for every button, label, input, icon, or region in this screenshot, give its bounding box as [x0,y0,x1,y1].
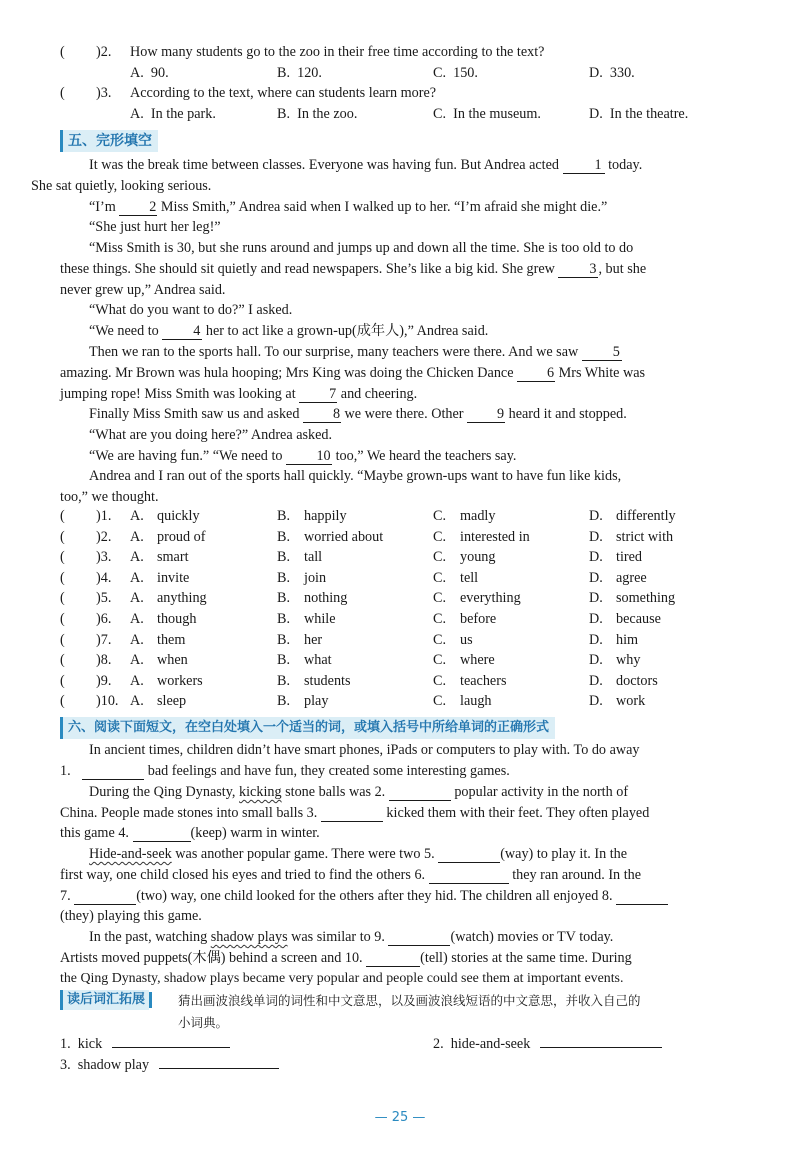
option-label: D. [589,508,603,524]
option-label: C. [433,569,447,586]
option-text: quickly [157,508,200,524]
passage-line [60,761,753,782]
option-text: something [616,590,676,607]
passage-paragraph [60,321,753,342]
option-label: A. [130,611,144,627]
vocab-number: 1. [60,1036,71,1052]
passage-paragraph [60,446,753,467]
option-label: B. [277,693,291,710]
passage-text: never grew up,” Andrea said. [60,281,226,298]
vocab-item-1 [60,1033,230,1053]
passage-text: In the past, watching [89,929,208,945]
passage-paragraph: “She just hurt her leg!” [89,219,221,235]
option-label: C. [433,549,447,566]
option-label: A. [130,508,144,524]
option-text: tell [460,569,479,586]
option-label: A. [130,569,144,586]
option-label: B. [277,652,291,669]
fill-blank-4[interactable] [133,825,191,842]
passage-text: heard it and stopped. [508,406,627,422]
option-label: D. [589,65,603,81]
passage-text: today. [608,157,643,173]
fill-blank-8[interactable] [616,888,668,905]
option-text: madly [460,508,496,524]
passage-text: amazing. Mr Brown was hula hooping; Mrs King was doing the Chicken Dance [60,364,514,381]
answer-paren[interactable]: ( [60,549,65,566]
passage-line [60,865,753,886]
answer-paren[interactable]: ( [60,569,65,586]
passage-text: Andrea and I ran out of the sports hall quickly. “Maybe grown-ups want to have fun like kids, [89,468,622,484]
passage-text: popular activity in the north of [454,784,629,800]
fill-blank-1[interactable] [82,763,144,780]
option-text: agree [616,569,647,586]
wavy-word-kicking: kicking [239,784,282,800]
page-number: — 25 — [374,1110,426,1125]
passage-text: they ran around. In the [512,867,642,883]
cloze-blank-7[interactable]: 7 [299,386,337,403]
option-label: B. [277,65,291,81]
fill-blank-10[interactable] [366,950,420,967]
passage-text: was similar to 9. [291,929,385,945]
option-label: A. [130,631,144,648]
option-text: smart [157,549,189,566]
fill-blank-2[interactable] [389,784,451,801]
option-text: tired [616,549,642,566]
vocab-word: shadow play [77,1057,150,1073]
cloze-blank-8[interactable]: 8 [303,406,341,423]
passage-paragraph [60,404,753,425]
option-text: teachers [460,672,507,689]
answer-paren[interactable]: ( [60,631,65,648]
cloze-blank-5[interactable]: 5 [582,344,622,361]
passage-line: the Qing Dynasty, shadow plays became very popular and people could see them at important events. [60,971,624,986]
answer-paren[interactable]: ( [60,611,65,627]
passage-paragraph: “What do you want to do?” I asked. [89,302,293,318]
option-label: C. [433,590,447,607]
passage-text: was another popular game. There were two 5. [175,846,435,862]
wavy-phrase-shadow-plays: shadow plays [210,929,288,945]
option-text: workers [157,672,203,689]
passage-line [60,886,753,907]
answer-paren[interactable]: ( [60,528,65,545]
option-text: In the museum. [453,106,541,122]
vocab-item-2 [433,1033,662,1053]
vocab-answer-line[interactable] [159,1054,279,1069]
option-label: D. [589,106,603,122]
passage-line [60,948,753,969]
passage-line [60,927,753,948]
vocab-number: 2. [433,1036,444,1052]
option-text: In the zoo. [297,106,358,122]
option-text: what [304,652,332,669]
question-number: )6. [96,611,112,627]
option-text: In the theatre. [609,106,689,122]
option-text: laugh [460,693,492,710]
passage-text: Miss Smith,” Andrea said when I walked up to her. “I’m afraid she might die.” [160,199,608,215]
option-label: D. [589,569,603,586]
passage-line [31,259,646,280]
option-label: C. [433,65,447,81]
option-label: B. [277,631,291,648]
passage-paragraph [31,155,753,197]
option-label: C. [433,508,447,524]
question-number: )2. [96,528,112,545]
blank-number: 1. [60,763,71,779]
passage-text: these things. She should sit quietly and read newspapers. She’s like a big kid. She grew [60,260,555,277]
passage-text: Finally Miss Smith saw us and asked [89,406,300,422]
option-text: everything [460,590,521,607]
question-number: )10. [96,693,119,710]
option-label: B. [277,106,291,122]
option-text: nothing [304,590,348,607]
option-label: C. [433,106,447,122]
option-label: A. [130,528,144,545]
option-label: B. [277,508,291,524]
passage-line [60,782,753,803]
passage-text: (two) way, one child looked for the others after they hid. The children all enjoyed 8. [136,888,613,904]
option-text: differently [616,508,676,524]
question-number: )2. [96,44,112,60]
option-label: A. [130,590,144,607]
passage-line: (they) playing this game. [60,908,202,924]
passage-text: Mrs White was [558,364,646,381]
passage-text: “We need to [89,323,159,339]
option-label: C. [433,693,447,710]
answer-paren[interactable]: ( [60,672,65,689]
vocab-answer-line[interactable] [540,1033,662,1048]
option-text: why [616,652,641,669]
option-label: A. [130,672,144,689]
option-text: 330. [609,65,635,81]
vocab-instruction-cont: 小词典。 [178,1015,229,1030]
fill-blank-6[interactable] [429,867,509,884]
question-number: )5. [96,590,112,607]
question-number: )1. [96,508,112,524]
question-stem: According to the text, where can students learn more? [130,85,437,101]
passage-text: (keep) warm in winter. [190,825,320,841]
fill-blank-3[interactable] [321,805,383,822]
option-label: D. [589,549,603,566]
passage-text: (way) to play it. In the [500,846,628,862]
passage-text: bad feelings and have fun, they created some interesting games. [147,763,510,779]
passage-text: “We are having fun.” “We need to [89,448,283,464]
passage-text: first way, one child closed his eyes and tried to find the others 6. [60,867,426,883]
vocab-extension-label: 读后词汇拓展 [60,990,149,1010]
option-text: 90. [150,65,169,81]
answer-paren: ( [60,44,65,60]
answer-paren[interactable]: ( [60,693,65,710]
option-label: B. [277,590,291,607]
question-number: )7. [96,631,112,648]
option-label: A. [130,693,144,710]
option-text: her [304,631,323,648]
fill-blank-7[interactable] [74,888,136,905]
option-label: B. [277,672,291,689]
option-label: C. [433,528,447,545]
option-label: C. [433,631,447,648]
answer-paren[interactable]: ( [60,652,65,669]
passage-line [31,363,645,384]
wavy-word-hide-and-seek: Hide-and-seek [89,846,172,862]
option-text: work [616,693,646,710]
passage-paragraph [60,466,753,508]
vocab-instruction: 猜出画波浪线单词的词性和中文意思，以及画波浪线短语的中文意思，并收入自己的 [178,993,641,1008]
passage-text: we were there. Other [344,406,464,422]
cloze-blank-4[interactable]: 4 [162,323,202,340]
passage-text: jumping rope! Miss Smith was looking at [60,385,296,402]
answer-paren: ( [60,85,65,101]
option-text: In the park. [150,106,216,122]
passage-text: She sat quietly, looking serious. [31,177,212,194]
option-label: C. [433,611,447,627]
passage-text: her to act like a grown-up(成年人),” Andrea said. [205,323,489,339]
passage-text: stone balls was 2. [285,784,386,800]
option-label: D. [589,693,603,710]
passage-paragraph: “What are you doing here?” Andrea asked. [89,427,333,443]
option-label: D. [589,631,603,648]
option-label: A. [130,106,144,122]
passage-text: too,” we thought. [60,488,159,505]
passage-line [60,823,753,844]
option-label: B. [277,549,291,566]
question-number: )8. [96,652,112,669]
vocab-item-3 [60,1054,279,1074]
cloze-blank-10[interactable]: 10 [286,448,332,465]
option-text: strict with [616,528,674,545]
vocab-word: hide-and-seek [450,1036,531,1052]
option-label: D. [589,528,603,545]
vocab-number: 3. [60,1057,71,1073]
option-label: B. [277,528,291,545]
passage-line [60,844,753,865]
option-text: play [304,693,329,710]
option-label: C. [433,652,447,669]
section-five-heading: 五、完形填空 [60,130,158,152]
option-text: invite [157,569,190,586]
answer-paren[interactable]: ( [60,590,65,607]
cloze-blank-1[interactable]: 1 [563,157,605,174]
option-text: while [304,611,336,627]
cloze-blank-2[interactable]: 2 [119,199,157,216]
passage-line: In ancient times, children didn’t have smart phones, iPads or computers to play with. To do away [89,742,640,758]
option-text: him [616,631,639,648]
option-text: though [157,611,197,627]
question-number: )3. [96,549,112,566]
passage-text: It was the break time between classes. Everyone was having fun. But Andrea acted [89,157,559,173]
question-number: )3. [96,85,112,101]
passage-text: “I’m [89,199,116,215]
option-text: interested in [460,528,530,545]
passage-text: (tell) stories at the same time. During [420,950,632,966]
option-label: A. [130,65,144,81]
option-label: B. [277,611,291,627]
option-text: students [304,672,351,689]
option-label: D. [589,652,603,669]
question-number: )4. [96,569,112,586]
passage-line [31,384,417,405]
answer-paren[interactable]: ( [60,508,65,524]
option-label: D. [589,611,603,627]
vocab-word: kick [77,1036,103,1052]
question-number: )9. [96,672,112,689]
passage-text: “Miss Smith is 30, but she runs around and jumps up and down all the time. She is too old to do [89,240,634,256]
passage-text: and cheering. [340,385,418,402]
section-six-heading: 六、阅读下面短文，在空白处填入一个适当的词，或填入括号中所给单词的正确形式 [60,717,555,739]
option-text: 120. [297,65,322,81]
passage-paragraph [60,197,753,218]
fill-blank-5[interactable] [438,846,500,863]
option-text: young [460,549,496,566]
option-text: join [304,569,327,586]
option-text: anything [157,590,207,607]
option-label: A. [130,652,144,669]
vocab-answer-line[interactable] [112,1033,230,1048]
passage-text: (watch) movies or TV today. [450,929,614,945]
passage-text: kicked them with their feet. They often played [386,805,650,821]
passage-paragraph [60,342,753,404]
option-text: sleep [157,693,187,710]
blank-number: 7. [60,888,71,904]
option-text: before [460,611,497,627]
passage-text: China. People made stones into small balls 3. [60,805,318,821]
question-stem: How many students go to the zoo in their free time according to the text? [130,44,545,60]
fill-blank-9[interactable] [388,929,450,946]
passage-text: too,” We heard the teachers say. [335,448,517,464]
passage-text: During the Qing Dynasty, [89,784,236,800]
passage-text: , but she [598,260,647,277]
cloze-blank-9[interactable]: 9 [467,406,505,423]
option-text: worried about [304,528,384,545]
option-text: 150. [453,65,478,81]
passage-text: Then we ran to the sports hall. To our surprise, many teachers were there. And we saw [89,344,579,360]
passage-text: Artists moved puppets(木偶) behind a screen and 10. [60,950,363,966]
option-label: D. [589,672,603,689]
cloze-blank-6[interactable]: 6 [517,365,555,382]
option-text: when [157,652,188,669]
option-label: D. [589,590,603,607]
passage-paragraph [60,238,753,300]
option-text: because [616,611,661,627]
option-text: happily [304,508,347,524]
option-text: tall [304,549,323,566]
option-label: B. [277,569,291,586]
option-text: us [460,631,473,648]
option-label: C. [433,672,447,689]
option-text: where [460,652,495,669]
passage-text: this game 4. [60,825,129,841]
option-text: proud of [157,528,206,545]
option-label: A. [130,549,144,566]
option-text: them [157,631,186,648]
cloze-blank-3[interactable]: 3 [558,261,598,278]
option-text: doctors [616,672,658,689]
passage-line [60,803,753,824]
